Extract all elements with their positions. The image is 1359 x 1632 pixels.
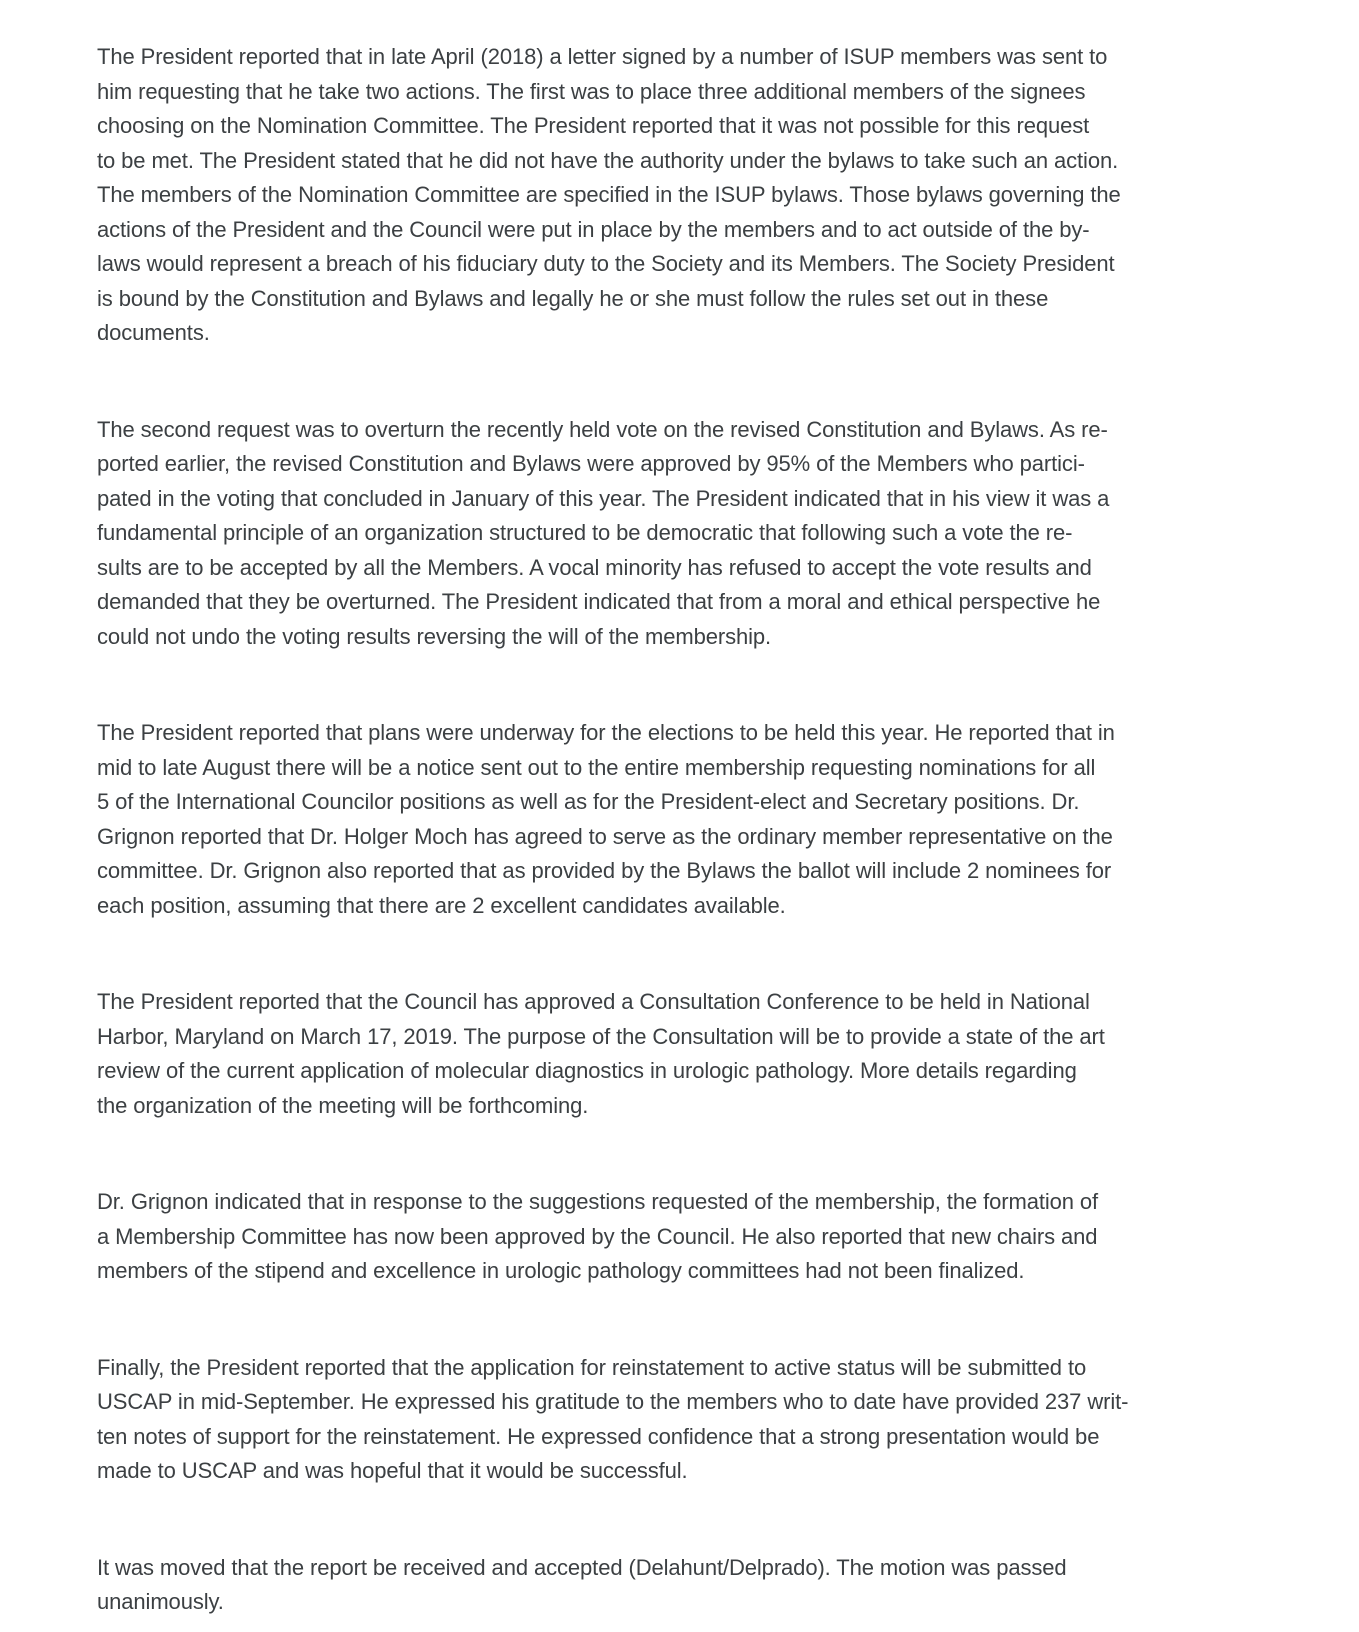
paragraph-motion-passed: It was moved that the report be received and accepted (Delahunt/Delprado). The motion was passed unanimously.: [97, 1554, 1067, 1614]
paragraph-membership-committee: Dr. Grignon indicated that in response to the suggestions requested of the membership, the formation of a Membership Committee has now been approved by the Council. He also reported that new chairs and members of the stipend and excellence in urologic pathology committees had not been finalized.: [97, 1189, 1099, 1283]
paragraph-second-request-overturn-vote: The second request was to overturn the recently held vote on the revised Constitution and Bylaws. As re- ported earlier, the revised Constitution and Bylaws were approved by 95% of the Members who partici- pated in the voting that concluded in January of this year. The President indicated that in his view it was a fundamental principle of an organization structured to be democratic that following such a vote the re- sults are to be accepted by all the Members. A vocal minority has refused to accept the vote results and demanded that they be overturned. The President indicated that from a moral and ethical perspective he could not undo the voting results reversing the will of the membership.: [97, 416, 1110, 649]
paragraph-president-letter-nomination-committee: The President reported that in late April (2018) a letter signed by a number of ISUP members was sent to him requesting that he take two actions. The first was to place three additional members of the signees choosing on the Nomination Committee. The President reported that it was not possible for this request to be met. The President stated that he did not have the authority under the bylaws to take such an action. The members of the Nomination Committee are specified in the ISUP bylaws. Those bylaws governing the actions of the President and the Council were put in place by the members and to act outside of the by- laws would represent a breach of his fiduciary duty to the Society and its Members. The Society President is bound by the Constitution and Bylaws and legally he or she must follow the rules set out in these documents.: [97, 44, 1121, 345]
paragraph-uscap-reinstatement: Finally, the President reported that the application for reinstatement to active status will be submitted to USCAP in mid-September. He expressed his gratitude to the members who to date have provided 237 writ- ten notes of support for the reinstatement. He expressed confidence that a strong presentation would be made to USCAP and was hopeful that it would be successful.: [97, 1354, 1129, 1483]
paragraph-election-plans: The President reported that plans were underway for the elections to be held this year. He reported that in mid to late August there will be a notice sent out to the entire membership requesting nominations for all 5 of the International Councilor positions as well as for the President-elect and Secretary positions. Dr. Grignon reported that Dr. Holger Moch has agreed to serve as the ordinary member representative on the committee. Dr. Grignon also reported that as provided by the Bylaws the ballot will include 2 nominees for each position, assuming that there are 2 excellent candidates available.: [97, 720, 1115, 918]
paragraph-consultation-conference: The President reported that the Council has approved a Consultation Conference to be held in National Harbor, Maryland on March 17, 2019. The purpose of the Consultation will be to provide a state of the art review of the current application of molecular diagnostics in urologic pathology. More details regarding the organization of the meeting will be forthcoming.: [97, 989, 1105, 1118]
